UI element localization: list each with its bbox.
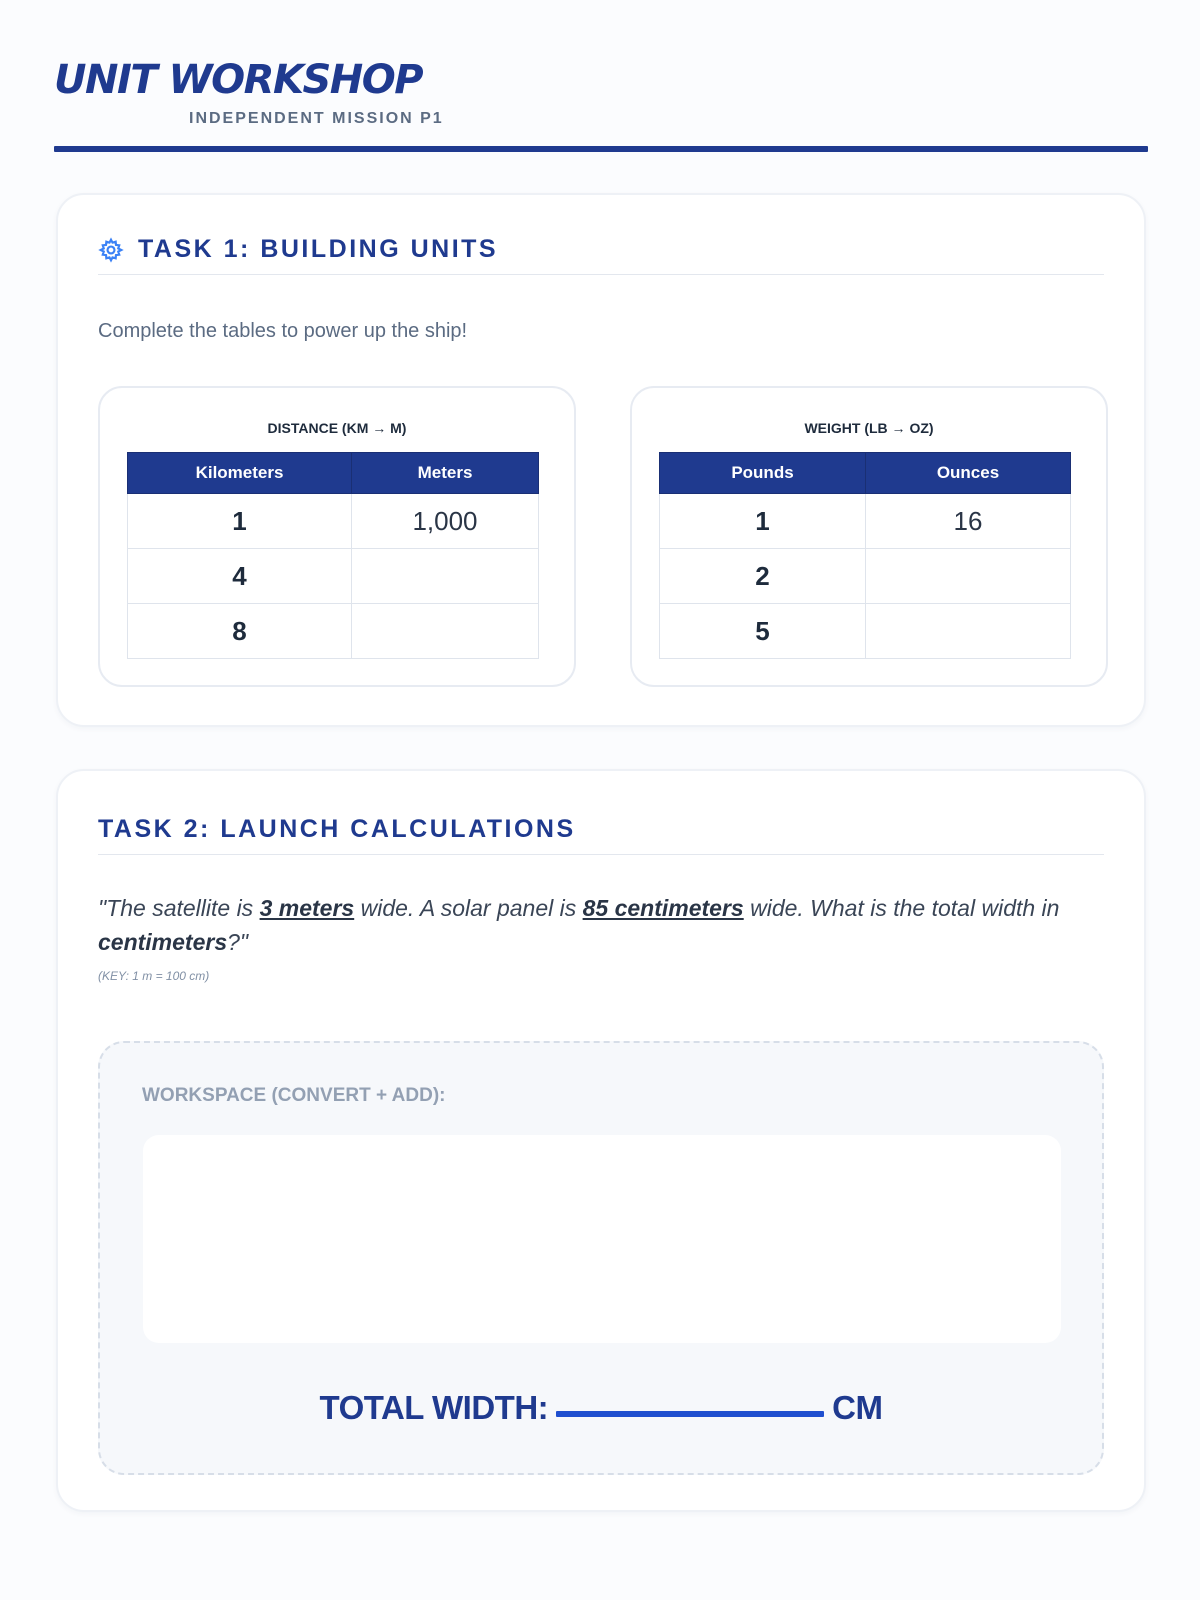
table-cell: 5 [660, 604, 866, 659]
question-close: ?" [227, 929, 249, 955]
worksheet-header [54, 56, 1148, 128]
satellite-width-value: 3 meters [259, 895, 355, 921]
answer-cell[interactable] [866, 549, 1071, 604]
table-row [128, 549, 539, 604]
table-cell: 8 [128, 604, 352, 659]
total-width-unit: CM [832, 1389, 883, 1426]
column-header: Meters [352, 453, 539, 494]
task2-title: TASK 2: LAUNCH CALCULATIONS [98, 815, 576, 843]
workspace-label: WORKSPACE (CONVERT + ADD): [142, 1085, 446, 1106]
workspace-area[interactable] [143, 1135, 1061, 1343]
task1-instructions: Complete the tables to power up the ship! [98, 320, 468, 342]
table-row [660, 494, 1071, 549]
task1-title: TASK 1: BUILDING UNITS [138, 235, 499, 263]
answer-cell[interactable] [352, 604, 539, 659]
header-divider [54, 146, 1148, 152]
target-unit: centimeters [98, 929, 228, 955]
table-header-row [128, 453, 539, 494]
column-header: Kilometers [128, 453, 352, 494]
question-text: wide. A solar panel is [354, 895, 583, 921]
table-header-row [660, 453, 1071, 494]
panel-width-value: 85 centimeters [582, 895, 744, 921]
column-header: Pounds [660, 453, 866, 494]
distance-table [127, 452, 539, 659]
column-header: Ounces [866, 453, 1071, 494]
table-cell: 2 [660, 549, 866, 604]
question-text: wide. What is the total width in [743, 895, 1060, 921]
question-text: The satellite is [106, 895, 260, 921]
task2-card [56, 769, 1146, 1512]
total-width-row [100, 1389, 1102, 1427]
worksheet-title: UNIT WORKSHOP [54, 57, 423, 103]
word-problem [98, 891, 1084, 959]
distance-table-title: DISTANCE (KM → M) [267, 420, 407, 436]
table-row [128, 494, 539, 549]
task2-heading [98, 815, 1104, 855]
table-row [660, 604, 1071, 659]
gear-icon [98, 237, 124, 263]
table-cell: 16 [866, 494, 1071, 549]
weight-table-title: WEIGHT (LB → OZ) [804, 420, 934, 436]
table-cell: 1 [128, 494, 352, 549]
question-open-quote: " [98, 895, 107, 921]
table-cell: 1 [660, 494, 866, 549]
table-cell: 1,000 [352, 494, 539, 549]
worksheet-subtitle: INDEPENDENT MISSION P1 [189, 110, 444, 127]
answer-blank[interactable] [556, 1411, 824, 1417]
weight-table [659, 452, 1071, 659]
distance-table-panel [98, 386, 576, 687]
total-width-label: TOTAL WIDTH: [319, 1389, 549, 1426]
answer-cell[interactable] [352, 549, 539, 604]
answer-cell[interactable] [866, 604, 1071, 659]
table-row [128, 604, 539, 659]
conversion-key: (KEY: 1 m = 100 cm) [98, 969, 210, 983]
task1-heading [98, 235, 1104, 275]
workspace-panel [98, 1041, 1104, 1475]
task1-card [56, 193, 1146, 727]
table-cell: 4 [128, 549, 352, 604]
weight-table-panel [630, 386, 1108, 687]
table-row [660, 549, 1071, 604]
